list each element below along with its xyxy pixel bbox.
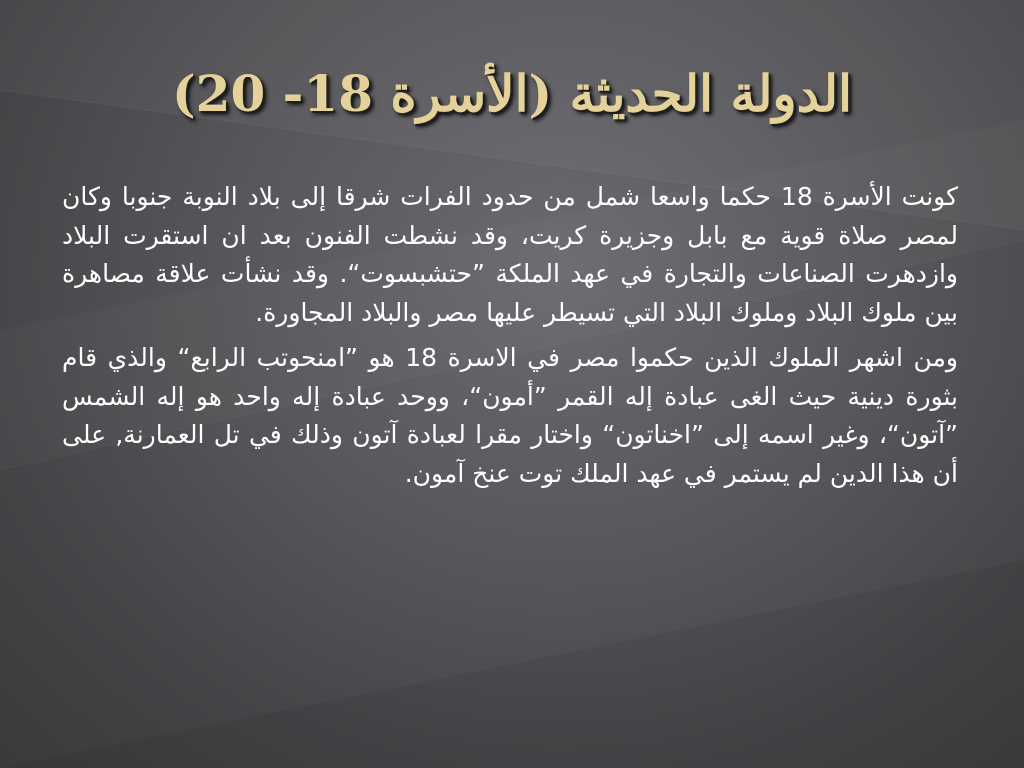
paragraph-2: ومن اشهر الملوك الذين حكموا مصر في الاسرة 18 هو ”امنحوتب الرابع“ والذي قام بثورة دينية حيث الغى عبادة إله القمر ”أمون“، ووحد عبادة إله واحد هو إله الشمس ”آتون“، وغير اسمه إلى ”اخناتون“ واختار مقرا لعبادة آتون وذلك في تل العمارنة, على أن هذا الدين لم يستمر في عهد الملك توت عنخ آمون. xyxy=(62,343,958,488)
slide-body xyxy=(62,178,958,500)
paragraph-1: كونت الأسرة 18 حكما واسعا شمل من حدود الفرات شرقا إلى بلاد النوبة جنوبا وكان لمصر صلاة قوية مع بابل وجزيرة كريت، وقد نشطت الفنون بعد ان استقرت البلاد وازدهرت الصناعات والتجارة في عهد الملكة ”حتشبسوت“. وقد نشأت علاقة مصاهرة بين ملوك البلاد وملوك البلاد التي تسيطر عليها مصر والبلاد المجاورة. xyxy=(62,182,958,327)
slide-title: الدولة الحديثة (الأسرة 18- 20) xyxy=(171,64,852,123)
